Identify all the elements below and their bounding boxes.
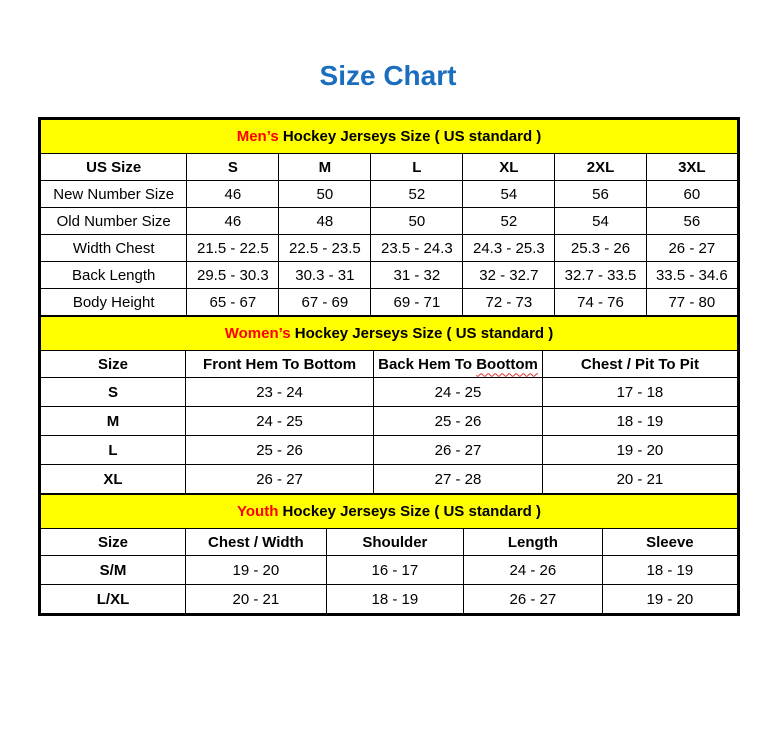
youth-table-cell: 19 - 20 xyxy=(185,556,326,585)
youth-section-banner-row xyxy=(41,495,738,529)
mens-column-header: US Size xyxy=(41,154,187,181)
mens-table-cell: 52 xyxy=(371,181,463,208)
womens-table-row xyxy=(41,407,738,436)
mens-table-cell: 25.3 - 26 xyxy=(555,235,646,262)
mens-table-cell: 23.5 - 24.3 xyxy=(371,235,463,262)
womens-row-label: S xyxy=(41,378,186,407)
mens-table-cell: 24.3 - 25.3 xyxy=(463,235,555,262)
womens-table-cell: 26 - 27 xyxy=(185,465,373,494)
womens-size-table xyxy=(40,316,738,494)
mens-column-header: S xyxy=(187,154,279,181)
womens-table-cell: 20 - 21 xyxy=(542,465,737,494)
mens-table-cell: 32.7 - 33.5 xyxy=(555,262,646,289)
page-title: Size Chart xyxy=(319,60,457,91)
youth-row-label: L/XL xyxy=(41,585,186,614)
womens-table-cell: 24 - 25 xyxy=(374,378,543,407)
mens-table-cell: 56 xyxy=(555,181,646,208)
youth-row-label: S/M xyxy=(41,556,186,585)
mens-table-cell: 46 xyxy=(187,208,279,235)
mens-header-row xyxy=(41,154,738,181)
womens-column-header: Back Hem To Boottom xyxy=(374,351,543,378)
mens-table-cell: 72 - 73 xyxy=(463,289,555,316)
mens-table-cell: 67 - 69 xyxy=(279,289,371,316)
womens-table-row xyxy=(41,436,738,465)
youth-table-cell: 16 - 17 xyxy=(326,556,463,585)
mens-column-header: XL xyxy=(463,154,555,181)
mens-table-cell: 29.5 - 30.3 xyxy=(187,262,279,289)
womens-table-cell: 24 - 25 xyxy=(185,407,373,436)
mens-table-cell: 65 - 67 xyxy=(187,289,279,316)
size-chart-page xyxy=(0,60,776,616)
mens-table-cell: 56 xyxy=(646,208,737,235)
mens-table-cell: 33.5 - 34.6 xyxy=(646,262,737,289)
mens-table-cell: 30.3 - 31 xyxy=(279,262,371,289)
mens-section-title-text: Hockey Jerseys Size ( US standard ) xyxy=(278,128,542,145)
womens-section-title-accent: Women’s xyxy=(224,325,291,342)
mens-size-table xyxy=(40,119,738,316)
youth-section-title-accent: Youth xyxy=(237,503,279,520)
mens-column-header: 3XL xyxy=(646,154,737,181)
mens-table-cell: 46 xyxy=(187,181,279,208)
size-chart-tables xyxy=(38,117,740,616)
womens-table-cell: 25 - 26 xyxy=(185,436,373,465)
mens-table-cell: 21.5 - 22.5 xyxy=(187,235,279,262)
mens-row-label: New Number Size xyxy=(41,181,187,208)
womens-row-label: M xyxy=(41,407,186,436)
mens-table-row xyxy=(41,262,738,289)
youth-table-cell: 19 - 20 xyxy=(602,585,737,614)
youth-section-title-text: Hockey Jerseys Size ( US standard ) xyxy=(278,503,541,520)
youth-size-table xyxy=(40,494,738,614)
youth-column-header: Shoulder xyxy=(326,529,463,556)
mens-column-header: 2XL xyxy=(555,154,646,181)
mens-table-cell: 60 xyxy=(646,181,737,208)
youth-column-header: Size xyxy=(41,529,186,556)
mens-section-title-accent: Men’s xyxy=(236,128,279,145)
womens-column-header: Front Hem To Bottom xyxy=(185,351,373,378)
misspelled-word: Boottom xyxy=(476,355,538,373)
youth-column-header: Sleeve xyxy=(602,529,737,556)
mens-table-cell: 32 - 32.7 xyxy=(463,262,555,289)
womens-section-title xyxy=(41,317,738,351)
womens-table-cell: 17 - 18 xyxy=(542,378,737,407)
mens-row-label: Width Chest xyxy=(41,235,187,262)
mens-table-cell: 26 - 27 xyxy=(646,235,737,262)
mens-table-cell: 54 xyxy=(555,208,646,235)
youth-table-row xyxy=(41,556,738,585)
youth-table-cell: 18 - 19 xyxy=(602,556,737,585)
mens-table-cell: 54 xyxy=(463,181,555,208)
womens-table-row xyxy=(41,465,738,494)
womens-column-header: Chest / Pit To Pit xyxy=(542,351,737,378)
womens-table-cell: 19 - 20 xyxy=(542,436,737,465)
womens-section-banner-row xyxy=(41,317,738,351)
youth-section-title xyxy=(41,495,738,529)
youth-column-header: Chest / Width xyxy=(185,529,326,556)
youth-table-cell: 26 - 27 xyxy=(464,585,603,614)
mens-column-header: L xyxy=(371,154,463,181)
mens-row-label: Back Length xyxy=(41,262,187,289)
mens-column-header: M xyxy=(279,154,371,181)
womens-section-title-text: Hockey Jerseys Size ( US standard ) xyxy=(290,325,554,342)
womens-table-cell: 23 - 24 xyxy=(185,378,373,407)
mens-table-cell: 77 - 80 xyxy=(646,289,737,316)
mens-row-label: Body Height xyxy=(41,289,187,316)
mens-table-cell: 48 xyxy=(279,208,371,235)
womens-table-cell: 27 - 28 xyxy=(374,465,543,494)
mens-row-label: Old Number Size xyxy=(41,208,187,235)
mens-section-banner-row xyxy=(41,120,738,154)
mens-table-cell: 74 - 76 xyxy=(555,289,646,316)
youth-table-cell: 18 - 19 xyxy=(326,585,463,614)
youth-table-cell: 20 - 21 xyxy=(185,585,326,614)
womens-table-cell: 26 - 27 xyxy=(374,436,543,465)
womens-table-cell: 18 - 19 xyxy=(542,407,737,436)
mens-table-cell: 50 xyxy=(371,208,463,235)
mens-table-cell: 31 - 32 xyxy=(371,262,463,289)
mens-table-cell: 50 xyxy=(279,181,371,208)
womens-header-row xyxy=(41,351,738,378)
womens-row-label: L xyxy=(41,436,186,465)
mens-table-cell: 52 xyxy=(463,208,555,235)
mens-table-row xyxy=(41,289,738,316)
youth-table-row xyxy=(41,585,738,614)
womens-row-label: XL xyxy=(41,465,186,494)
mens-table-cell: 22.5 - 23.5 xyxy=(279,235,371,262)
mens-table-cell: 69 - 71 xyxy=(371,289,463,316)
womens-table-row xyxy=(41,378,738,407)
youth-table-cell: 24 - 26 xyxy=(464,556,603,585)
womens-column-header: Size xyxy=(41,351,186,378)
mens-table-row xyxy=(41,181,738,208)
youth-column-header: Length xyxy=(464,529,603,556)
womens-table-cell: 25 - 26 xyxy=(374,407,543,436)
mens-table-row xyxy=(41,208,738,235)
mens-section-title xyxy=(41,120,738,154)
youth-header-row xyxy=(41,529,738,556)
mens-table-row xyxy=(41,235,738,262)
